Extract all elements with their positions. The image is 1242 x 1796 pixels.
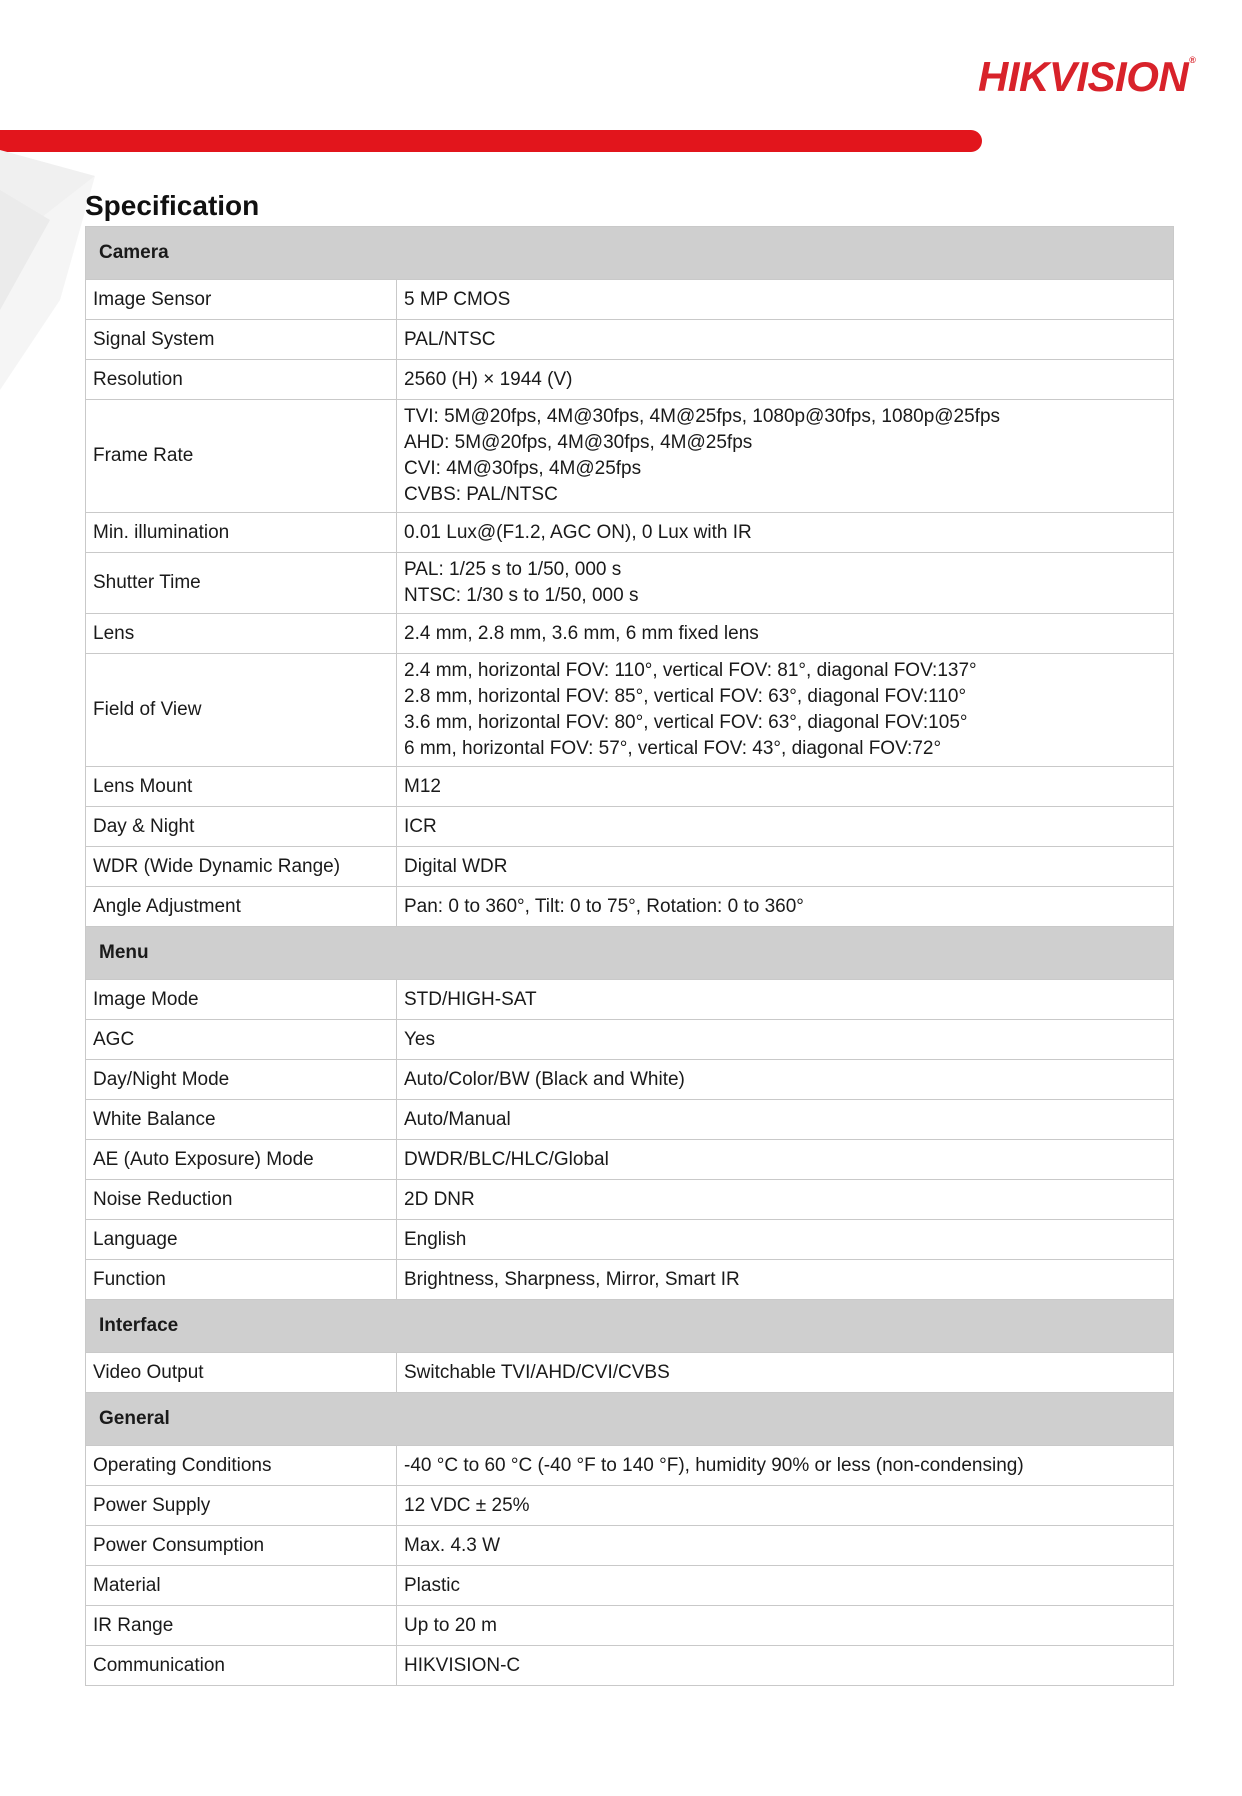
spec-value [397, 807, 1174, 847]
spec-value-line: 2.4 mm, 2.8 mm, 3.6 mm, 6 mm fixed lens [404, 622, 759, 644]
brand-logo [978, 53, 1196, 100]
spec-value-line: Switchable TVI/AHD/CVI/CVBS [404, 1361, 670, 1383]
table-row [86, 1060, 1174, 1100]
table-row [86, 847, 1174, 887]
spec-value-line: 5 MP CMOS [404, 288, 511, 310]
spec-label: Communication [86, 1646, 397, 1686]
spec-label: Shutter Time [86, 553, 397, 614]
spec-value [397, 360, 1174, 400]
spec-value [397, 614, 1174, 654]
page-title: Specification [85, 190, 260, 221]
spec-value [397, 1180, 1174, 1220]
table-row [86, 1646, 1174, 1686]
spec-value-line: NTSC: 1/30 s to 1/50, 000 s [404, 585, 639, 606]
spec-label: Frame Rate [86, 400, 397, 513]
table-row [86, 807, 1174, 847]
spec-value-line: Digital WDR [404, 855, 508, 877]
spec-label: IR Range [86, 1606, 397, 1646]
spec-label: Min. illumination [86, 513, 397, 553]
spec-label: AGC [86, 1020, 397, 1060]
spec-value [397, 887, 1174, 927]
spec-label: Noise Reduction [86, 1180, 397, 1220]
spec-value-line: -40 °C to 60 °C (-40 °F to 140 °F), humidity 90% or less (non-condensing) [404, 1454, 1024, 1476]
table-row [86, 980, 1174, 1020]
section-title: General [86, 1393, 1174, 1446]
spec-value-line: PAL/NTSC [404, 328, 496, 350]
spec-label: Power Supply [86, 1486, 397, 1526]
spec-value-line: TVI: 5M@20fps, 4M@30fps, 4M@25fps, 1080p@30fps, 1080p@25fps [404, 406, 1001, 427]
spec-value [397, 1220, 1174, 1260]
table-row [86, 1020, 1174, 1060]
spec-label: Language [86, 1220, 397, 1260]
spec-value [397, 400, 1174, 513]
spec-value [397, 320, 1174, 360]
spec-value-line: CVI: 4M@30fps, 4M@25fps [404, 458, 642, 479]
spec-value-line: STD/HIGH-SAT [404, 988, 537, 1010]
table-row [86, 320, 1174, 360]
spec-value [397, 1060, 1174, 1100]
spec-value-line: 3.6 mm, horizontal FOV: 80°, vertical FOV: 63°, diagonal FOV:105° [404, 712, 968, 733]
spec-value-line: English [404, 1228, 467, 1250]
table-row [86, 1526, 1174, 1566]
table-row [86, 1606, 1174, 1646]
section-header-menu [86, 927, 1174, 980]
spec-value-line: AHD: 5M@20fps, 4M@30fps, 4M@25fps [404, 432, 753, 453]
spec-value-line: Auto/Manual [404, 1108, 511, 1130]
spec-value [397, 980, 1174, 1020]
table-row [86, 360, 1174, 400]
spec-value-line: ICR [404, 815, 437, 837]
section-header-interface [86, 1300, 1174, 1353]
spec-value [397, 1260, 1174, 1300]
spec-label: Power Consumption [86, 1526, 397, 1566]
spec-value [397, 654, 1174, 767]
spec-label: Day & Night [86, 807, 397, 847]
spec-label: Operating Conditions [86, 1446, 397, 1486]
table-row [86, 1566, 1174, 1606]
section-header-camera [86, 227, 1174, 280]
spec-label: Lens [86, 614, 397, 654]
spec-value [397, 553, 1174, 614]
spec-value-line: 2560 (H) × 1944 (V) [404, 368, 573, 390]
table-row [86, 1140, 1174, 1180]
spec-value [397, 767, 1174, 807]
spec-value [397, 1020, 1174, 1060]
spec-value [397, 513, 1174, 553]
spec-value-line: 2D DNR [404, 1188, 475, 1210]
spec-value-line: Up to 20 m [404, 1614, 497, 1636]
spec-value-line: DWDR/BLC/HLC/Global [404, 1148, 609, 1170]
spec-value-line: Pan: 0 to 360°, Tilt: 0 to 75°, Rotation: 0 to 360° [404, 895, 804, 917]
spec-label: Function [86, 1260, 397, 1300]
spec-value-line: 2.8 mm, horizontal FOV: 85°, vertical FOV: 63°, diagonal FOV:110° [404, 686, 967, 707]
spec-label: Field of View [86, 654, 397, 767]
spec-value [397, 280, 1174, 320]
spec-value [397, 1646, 1174, 1686]
spec-value [397, 1606, 1174, 1646]
spec-value [397, 1353, 1174, 1393]
table-row [86, 1220, 1174, 1260]
spec-value-line: 6 mm, horizontal FOV: 57°, vertical FOV: 43°, diagonal FOV:72° [404, 738, 942, 759]
spec-value-line: 2.4 mm, horizontal FOV: 110°, vertical FOV: 81°, diagonal FOV:137° [404, 660, 977, 681]
spec-label: Resolution [86, 360, 397, 400]
spec-value-line: Brightness, Sharpness, Mirror, Smart IR [404, 1268, 740, 1290]
spec-value [397, 1566, 1174, 1606]
spec-value-line: Yes [404, 1028, 435, 1050]
spec-value-line: PAL: 1/25 s to 1/50, 000 s [404, 559, 622, 580]
section-header-general [86, 1393, 1174, 1446]
table-row [86, 767, 1174, 807]
spec-label: Signal System [86, 320, 397, 360]
spec-label: AE (Auto Exposure) Mode [86, 1140, 397, 1180]
table-row [86, 887, 1174, 927]
table-row [86, 400, 1174, 513]
spec-label: Material [86, 1566, 397, 1606]
table-row [86, 614, 1174, 654]
section-title: Interface [86, 1300, 1174, 1353]
brand-logo-text: HIKVISION [978, 53, 1189, 100]
spec-value [397, 1526, 1174, 1566]
spec-label: Image Sensor [86, 280, 397, 320]
spec-value-line: CVBS: PAL/NTSC [404, 484, 558, 505]
spec-label: Angle Adjustment [86, 887, 397, 927]
spec-value [397, 847, 1174, 887]
spec-value [397, 1140, 1174, 1180]
table-row [86, 1486, 1174, 1526]
registered-mark: ® [1189, 55, 1196, 65]
header-accent-bar [0, 130, 982, 152]
spec-value [397, 1100, 1174, 1140]
table-row [86, 1180, 1174, 1220]
section-title: Menu [86, 927, 1174, 980]
spec-value-line: M12 [404, 775, 441, 797]
table-row [86, 1100, 1174, 1140]
table-row [86, 513, 1174, 553]
table-row [86, 654, 1174, 767]
table-row [86, 1260, 1174, 1300]
spec-value-line: Max. 4.3 W [404, 1534, 501, 1556]
table-row [86, 553, 1174, 614]
spec-value [397, 1486, 1174, 1526]
section-title: Camera [86, 227, 1174, 280]
table-row [86, 280, 1174, 320]
spec-label: Lens Mount [86, 767, 397, 807]
spec-value-line: Plastic [404, 1574, 460, 1596]
spec-label: White Balance [86, 1100, 397, 1140]
spec-value [397, 1446, 1174, 1486]
spec-label: Image Mode [86, 980, 397, 1020]
spec-label: Video Output [86, 1353, 397, 1393]
spec-value-line: HIKVISION-C [404, 1654, 521, 1676]
table-row [86, 1446, 1174, 1486]
spec-label: WDR (Wide Dynamic Range) [86, 847, 397, 887]
spec-label: Day/Night Mode [86, 1060, 397, 1100]
spec-value-line: 12 VDC ± 25% [404, 1494, 530, 1516]
table-row [86, 1353, 1174, 1393]
specification-table [85, 226, 1174, 1686]
spec-value-line: 0.01 Lux@(F1.2, AGC ON), 0 Lux with IR [404, 521, 752, 543]
spec-value-line: Auto/Color/BW (Black and White) [404, 1068, 685, 1090]
